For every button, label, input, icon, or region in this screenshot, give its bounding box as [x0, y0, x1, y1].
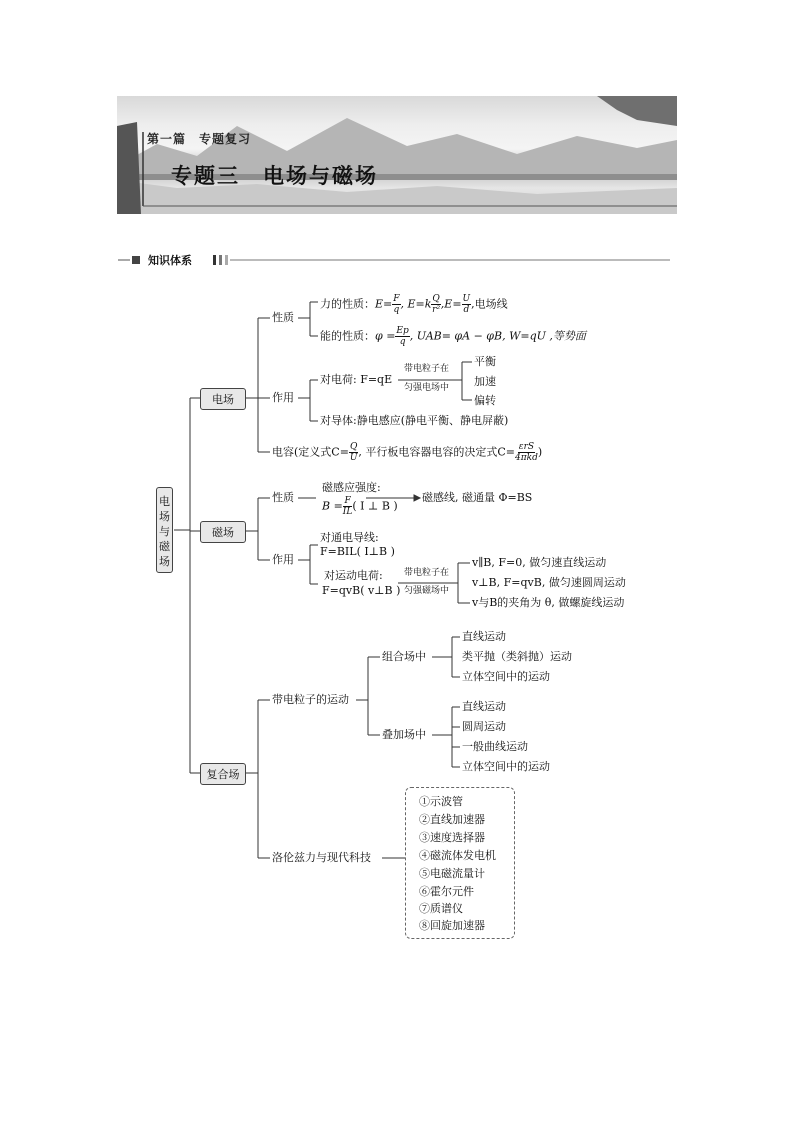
motion-angle: v与B的夹角为 θ, 做螺旋线运动 — [472, 596, 625, 609]
capacitance: 电容(定义式C= $\frac{Q}{U}$ , 平行板电容器电容的决定式C= $\frac{\text{εrS}}{\text{4πkd}}$ ) — [272, 442, 543, 463]
energy-property: 能的性质：φ = $\frac{Ep}{q}$ , UAB= φA − φB, W=qU ,等势面 — [320, 326, 586, 347]
root-node: 电 场 与 磁 场 — [156, 487, 173, 573]
moving-line2: F=qvB( v⊥B ) — [322, 584, 401, 597]
induction-formula: B = $\frac{F}{IL}$ ( I ⊥ B ) — [322, 496, 398, 517]
lorentz-tech-label: 洛伦兹力与现代科技 — [272, 851, 371, 864]
magnetic-particle-line2: 匀强磁场中 — [404, 586, 450, 596]
particle-motion-label: 带电粒子的运动 — [272, 693, 349, 706]
magnetic-flux: 磁感线, 磁通量 Φ=BS — [422, 491, 533, 504]
charge-force: 对电荷: F=qE — [320, 373, 393, 386]
part-label: 第一篇 专题复习 — [147, 132, 252, 146]
wire-line1: 对通电导线: — [320, 531, 379, 544]
induction-line1: 磁感应强度: — [322, 481, 381, 494]
superposed-item-2: 圆周运动 — [462, 720, 506, 733]
combined-item-2: 类平抛（类斜抛）运动 — [462, 650, 572, 663]
tech-item-8: ⑧回旋加速器 — [419, 919, 485, 932]
superposed-item-3: 一般曲线运动 — [462, 740, 528, 753]
section-title: 知识体系 — [148, 254, 192, 267]
outcome-deflect: 偏转 — [474, 394, 496, 407]
superposed-item-4: 立体空间中的运动 — [462, 760, 550, 773]
moving-line1: 对运动电荷: — [324, 569, 383, 582]
combined-item-3: 立体空间中的运动 — [462, 670, 550, 683]
electric-field-node: 电场 — [200, 388, 246, 410]
superposed-field-label: 叠加场中 — [382, 728, 426, 741]
tech-list-box — [405, 787, 515, 939]
magnetic-field-node: 磁场 — [200, 521, 246, 543]
motion-perpendicular: v⊥B, F=qvB, 做匀速圆周运动 — [472, 576, 626, 589]
electric-particle-line1: 带电粒子在 — [404, 364, 450, 374]
tech-item-6: ⑥霍尔元件 — [419, 885, 474, 898]
tech-item-4: ④磁流体发电机 — [419, 849, 496, 862]
tech-item-5: ⑤电磁流量计 — [419, 867, 485, 880]
magnetic-effect-label: 作用 — [272, 553, 294, 566]
wire-line2: F=BIL( I⊥B ) — [320, 545, 395, 558]
electric-effect-label: 作用 — [272, 391, 294, 404]
superposed-item-1: 直线运动 — [462, 700, 506, 713]
force-property: 力的性质：E= $\frac{F}{q}$ , E=k $\frac{Q}{\text{r²}}$ ,E= $\frac{U}{d}$ ,电场线 — [320, 294, 508, 315]
outcome-accelerate: 加速 — [474, 375, 496, 388]
magnetic-particle-line1: 带电粒子在 — [404, 568, 450, 578]
electric-property-label: 性质 — [272, 311, 294, 324]
motion-parallel: v∥B, F=0, 做匀速直线运动 — [472, 556, 607, 569]
combined-item-1: 直线运动 — [462, 630, 506, 643]
composite-field-node: 复合场 — [200, 763, 246, 785]
page-title: 专题三 电场与磁场 — [171, 164, 378, 188]
tech-item-3: ③速度选择器 — [419, 831, 485, 844]
tech-item-1: ①示波管 — [419, 795, 463, 808]
conductor-effect: 对导体:静电感应(静电平衡、静电屏蔽) — [320, 414, 509, 427]
magnetic-property-label: 性质 — [272, 491, 294, 504]
tech-item-7: ⑦质谱仪 — [419, 902, 463, 915]
tech-item-2: ②直线加速器 — [419, 813, 485, 826]
outcome-balance: 平衡 — [474, 355, 496, 368]
electric-particle-line2: 匀强电场中 — [404, 383, 450, 393]
combined-field-label: 组合场中 — [382, 650, 426, 663]
